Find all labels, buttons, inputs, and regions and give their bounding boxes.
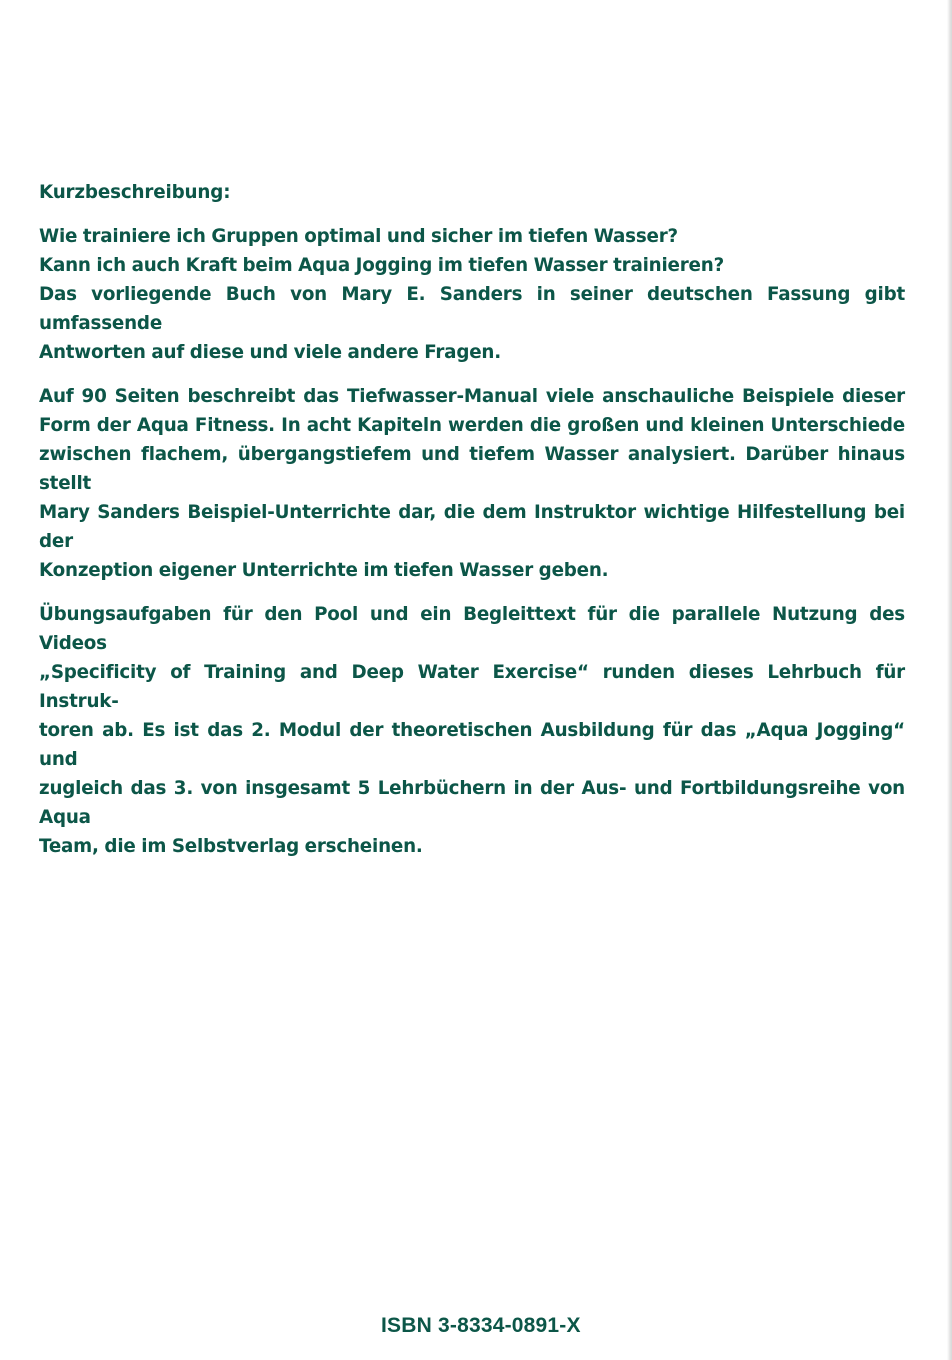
description-paragraph-2 [39,382,905,585]
paragraph-line: „Specificity of Training and Deep Water Exercise“ runden dieses Lehrbuch für Instruk- [39,662,905,712]
description-paragraph-1 [39,222,905,367]
isbn-number: ISBN 3-8334-0891-X [381,1314,581,1337]
description-block [39,178,905,876]
paragraph-line: Team, die im Selbstverlag erscheinen. [39,836,423,857]
description-paragraph-3 [39,600,905,861]
paragraph-line: Antworten auf diese und viele andere Fragen. [39,342,501,363]
paragraph-line: Konzeption eigener Unterrichte im tiefen Wasser geben. [39,560,609,581]
paragraph-line: Mary Sanders Beispiel-Unterrichte dar, die dem Instruktor wichtige Hilfestellung bei der [39,502,905,552]
paragraph-line: toren ab. Es ist das 2. Modul der theoretischen Ausbildung für das „Aqua Jogging“ und [39,720,905,770]
paragraph-line: Form der Aqua Fitness. In acht Kapiteln werden die großen und kleinen Unterschiede [39,415,905,436]
paragraph-line: Kann ich auch Kraft beim Aqua Jogging im tiefen Wasser trainieren? [39,255,724,276]
description-heading: Kurzbeschreibung: [39,182,231,203]
paragraph-line: Wie trainiere ich Gruppen optimal und sicher im tiefen Wasser? [39,226,678,247]
page-edge-shadow [947,0,952,1360]
paragraph-line: Auf 90 Seiten beschreibt das Tiefwasser-Manual viele anschauliche Beispiele dieser [39,386,905,407]
paragraph-line: Übungsaufgaben für den Pool und ein Begleittext für die parallele Nutzung des Videos [39,604,905,654]
paragraph-line: zugleich das 3. von insgesamt 5 Lehrbüchern in der Aus- und Fortbildungsreihe von Aqua [39,778,905,828]
paragraph-line: Das vorliegende Buch von Mary E. Sanders in seiner deutschen Fassung gibt umfassende [39,284,905,334]
paragraph-line: zwischen flachem, übergangstiefem und tiefem Wasser analysiert. Darüber hinaus stellt [39,444,905,494]
